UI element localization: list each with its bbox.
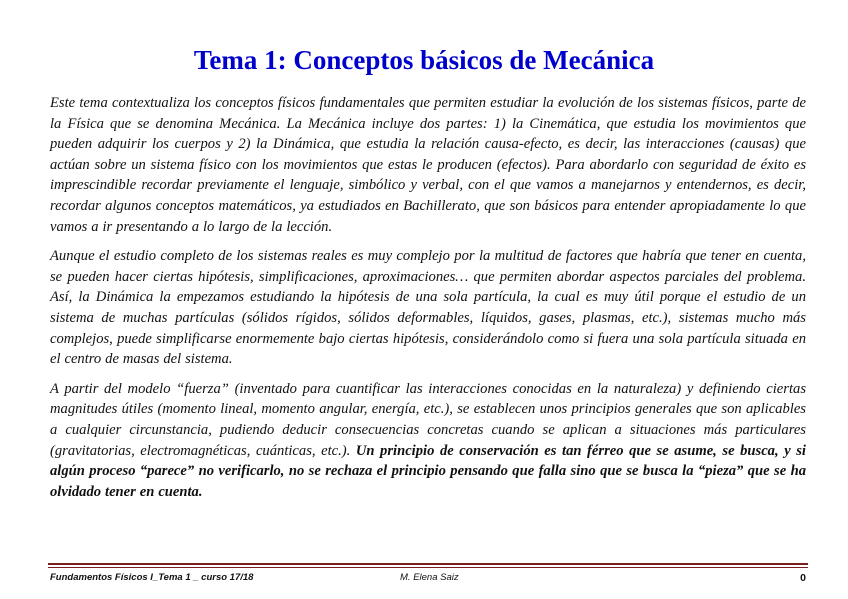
footer-rule-thin <box>48 567 808 568</box>
body-text <box>50 93 806 511</box>
paragraph-intro-text: Este tema contextualiza los conceptos físicos fundamentales que permiten estudiar la evolución de los sistemas físicos, parte de la Física que se denomina Mecánica. La Mecánica incluye dos partes: 1) la Cinemática, que estudia los movimientos que pueden adquirir los cuerpos y 2) la Dinámica, que estudia la relación causa-efecto, es decir, las interacciones (causas) que actúan sobre un sistema físico con los movimientos que estas le producen (efectos). Para abordarlo con seguridad de éxito es imprescindible recordar previamente el lenguaje, simbólico y verbal, con el que vamos a manejarnos y entendernos, es decir, recordar algunos conceptos matemáticos, ya estudiados en Bachillerato, que son básicos para entender apropiadamente lo que vamos a ir presentando a lo largo de la lección. <box>50 95 806 235</box>
page-title: Tema 1: Conceptos básicos de Mecánica <box>193 45 655 75</box>
paragraph-hypotheses <box>50 246 806 370</box>
footer-author: M. Elena Saiz <box>400 572 459 583</box>
paragraph-principles-emphasis: Un principio de conservación es tan férreo que se asume, se busca, y si algún proceso “parece” no verificarlo, no se rechaza el principio pensando que falla sino que se busca la “pieza” que se ha olvidado tener en cuenta. <box>50 442 806 500</box>
footer-rule-thick <box>48 563 808 565</box>
paragraph-principles-text: A partir del modelo “fuerza” (inventado para cuantificar las interacciones conocidas en la naturaleza) y definiendo ciertas magnitudes útiles (momento lineal, momento angular, energía, etc.), se establecen unos principios generales que son aplicables a cualquier circunstancia, pudiendo deducir consecuencias concretas cuando se aplican a situaciones más particulares (gravitatorias, electromagnéticas, cuánticas, etc.). <box>50 380 806 459</box>
footer-course-label: Fundamentos Físicos I_Tema 1 _ curso 17/18 <box>50 572 254 583</box>
footer-page-number: 0 <box>800 572 806 584</box>
page-footer <box>50 571 806 585</box>
paragraph-principles <box>50 379 806 503</box>
paragraph-intro <box>50 93 806 237</box>
paragraph-hypotheses-text: Aunque el estudio completo de los sistemas reales es muy complejo por la multitud de factores que habría que tener en cuenta, se pueden hacer ciertas hipótesis, simplificaciones, aproximaciones… que permiten abordar aspectos parciales del problema. Así, la Dinámica la empezamos estudiando la hipótesis de una sola partícula, la cual es muy útil porque el estudio de un sistema de muchas partículas (sólidos rígidos, sólidos deformables, líquidos, gases, plasmas, etc.), sistemas mucho más complejos, puede simplificarse enormemente bajo ciertas hipótesis, considerándolo como si fuera una sola partícula situada en el centro de masas del sistema. <box>50 248 806 368</box>
